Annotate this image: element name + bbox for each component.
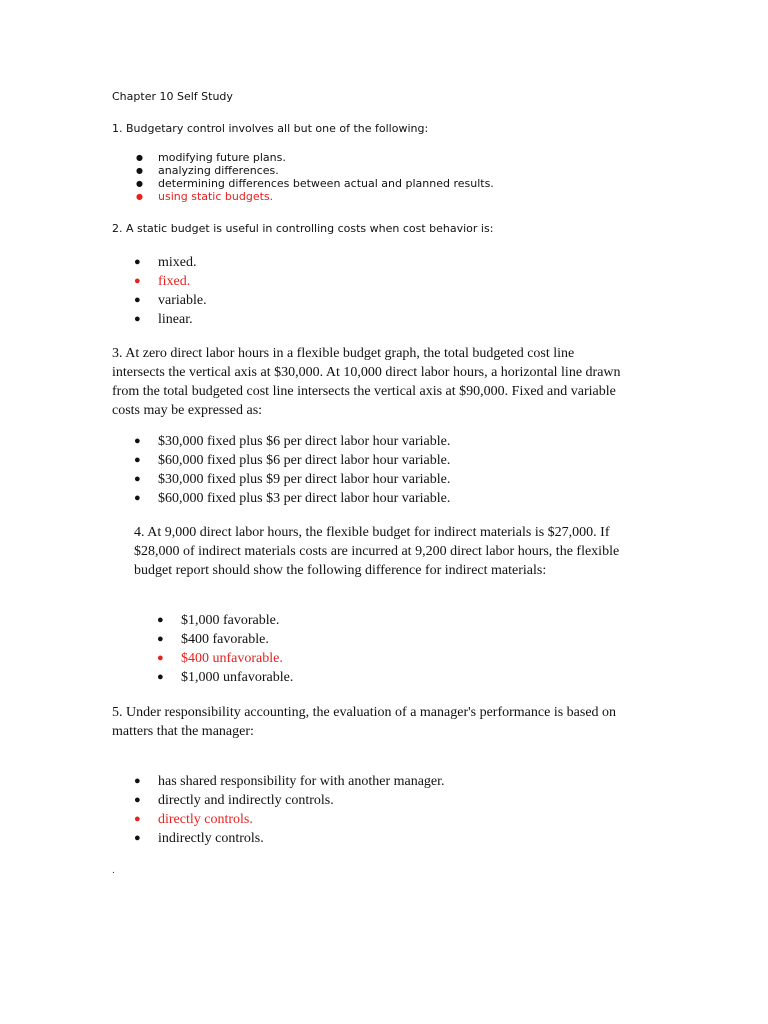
option	[134, 291, 207, 310]
text-line: $28,000 of indirect materials costs are incurred at 9,200 direct labor hours, the flexible	[134, 544, 620, 559]
end-mark: .	[112, 866, 115, 876]
bullet-icon: ●	[134, 256, 141, 268]
option-label: $400 unfavorable.	[181, 651, 283, 666]
question-5-options	[134, 772, 445, 848]
bullet-icon: ●	[157, 633, 164, 645]
bullet-icon: ●	[134, 775, 141, 787]
option-label: $1,000 favorable.	[181, 613, 280, 628]
text-line: budget report should show the following difference for indirect materials:	[134, 563, 547, 578]
page-title: Chapter 10 Self Study	[112, 90, 233, 103]
bullet-icon: ●	[136, 192, 143, 201]
bullet-icon: ●	[134, 813, 141, 825]
option	[134, 489, 450, 508]
option	[134, 253, 207, 272]
option	[134, 791, 445, 810]
option-label: $30,000 fixed plus $9 per direct labor hour variable.	[158, 472, 451, 487]
bullet-icon: ●	[157, 671, 164, 683]
text-line: intersects the vertical axis at $30,000. At 10,000 direct labor hours, a horizontal line drawn	[112, 365, 621, 380]
question-4-options	[157, 611, 293, 687]
text-line: 4. At 9,000 direct labor hours, the flexible budget for indirect materials is $27,000. If	[134, 525, 610, 540]
bullet-icon: ●	[136, 166, 143, 175]
option-label: $60,000 fixed plus $6 per direct labor hour variable.	[158, 453, 451, 468]
option-label: $30,000 fixed plus $6 per direct labor hour variable.	[158, 434, 451, 449]
option-label: using static budgets.	[158, 190, 274, 203]
option-label: analyzing differences.	[158, 164, 279, 177]
bullet-icon: ●	[134, 492, 141, 504]
option-label: $400 favorable.	[181, 632, 269, 647]
option-label: has shared responsibility for with another manager.	[158, 774, 445, 789]
option	[134, 451, 450, 470]
option	[134, 829, 445, 848]
question-3-options	[134, 432, 450, 508]
question-2-text: 2. A static budget is useful in controlling costs when cost behavior is:	[112, 222, 494, 235]
question-2-options	[134, 253, 207, 329]
question-5-text	[112, 703, 616, 741]
question-1-options	[112, 151, 494, 203]
option	[134, 470, 450, 489]
option-label: determining differences between actual and planned results.	[158, 177, 494, 190]
option	[112, 177, 494, 190]
option	[112, 164, 494, 177]
bullet-icon: ●	[134, 832, 141, 844]
option-label: linear.	[158, 312, 193, 327]
bullet-icon: ●	[136, 179, 143, 188]
bullet-icon: ●	[134, 473, 141, 485]
option-label: mixed.	[158, 255, 197, 270]
bullet-icon: ●	[134, 275, 141, 287]
option-correct	[134, 810, 445, 829]
option-label: $1,000 unfavorable.	[181, 670, 294, 685]
option-correct	[157, 649, 293, 668]
bullet-icon: ●	[134, 435, 141, 447]
option-label: directly controls.	[158, 812, 253, 827]
option	[112, 151, 494, 164]
text-line: from the total budgeted cost line intersects the vertical axis at $90,000. Fixed and variable	[112, 384, 616, 399]
option-correct	[112, 190, 494, 203]
option	[157, 630, 293, 649]
bullet-icon: ●	[134, 294, 141, 306]
bullet-icon: ●	[157, 614, 164, 626]
option-label: directly and indirectly controls.	[158, 793, 334, 808]
option	[157, 668, 293, 687]
option-label: indirectly controls.	[158, 831, 264, 846]
bullet-icon: ●	[134, 794, 141, 806]
option	[134, 772, 445, 791]
option	[157, 611, 293, 630]
question-4-text	[134, 523, 619, 580]
bullet-icon: ●	[136, 153, 143, 162]
text-line: 5. Under responsibility accounting, the evaluation of a manager's performance is based on	[112, 705, 617, 720]
bullet-icon: ●	[134, 313, 141, 325]
option-label: modifying future plans.	[158, 151, 286, 164]
bullet-icon: ●	[134, 454, 141, 466]
text-line: matters that the manager:	[112, 724, 254, 739]
option-label: $60,000 fixed plus $3 per direct labor hour variable.	[158, 491, 451, 506]
question-3-text	[112, 344, 621, 420]
option-correct	[134, 272, 207, 291]
option-label: variable.	[158, 293, 207, 308]
option-label: fixed.	[158, 274, 191, 289]
bullet-icon: ●	[157, 652, 164, 664]
text-line: 3. At zero direct labor hours in a flexible budget graph, the total budgeted cost line	[112, 346, 575, 361]
question-1-text: 1. Budgetary control involves all but one of the following:	[112, 122, 429, 135]
text-line: costs may be expressed as:	[112, 403, 263, 418]
option	[134, 310, 207, 329]
option	[134, 432, 450, 451]
